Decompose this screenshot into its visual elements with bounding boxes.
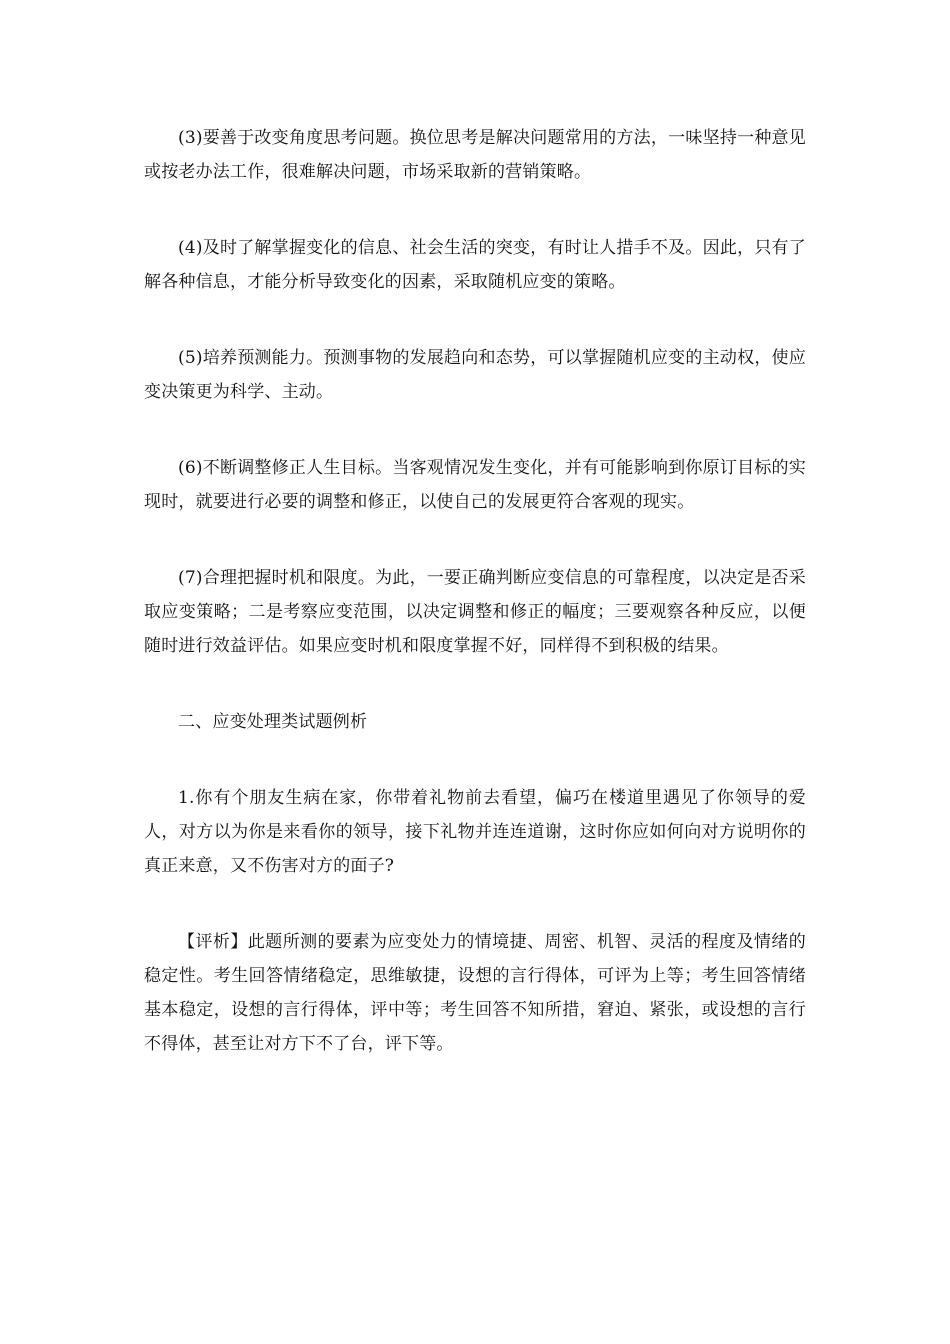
paragraph-point-5: (5)培养预测能力。预测事物的发展趋向和态势，可以掌握随机应变的主动权，使应变决策更为科学、主动。: [144, 348, 806, 402]
paragraph-point-4: (4)及时了解掌握变化的信息、社会生活的突变，有时让人措手不及。因此，只有了解各种信息，才能分析导致变化的因素，采取随机应变的策略。: [144, 238, 806, 292]
paragraph-point-7: (7)合理把握时机和限度。为此，一要正确判断应变信息的可靠程度，以决定是否采取应变策略；二是考察应变范围，以决定调整和修正的幅度；三要观察各种反应，以便随时进行效益评估。如果应变时机和限度掌握不好，同样得不到积极的结果。: [144, 568, 806, 656]
analysis-paragraph: 【评析】此题所测的要素为应变处力的情境捷、周密、机智、灵活的程度及情绪的稳定性。考生回答情绪稳定，思维敏捷，设想的言行得体，可评为上等；考生回答情绪基本稳定，设想的言行得体，评中等；考生回答不知所措，窘迫、紧张，或设想的言行不得体，甚至让对方下不了台，评下等。: [144, 932, 806, 1054]
paragraph-point-3: (3)要善于改变角度思考问题。换位思考是解决问题常用的方法，一味坚持一种意见或按老办法工作，很难解决问题，市场采取新的营销策略。: [144, 128, 806, 182]
section-heading: 二、应变处理类试题例析: [178, 712, 368, 732]
paragraph-point-6: (6)不断调整修正人生目标。当客观情况发生变化，并有可能影响到你原订目标的实现时，就要进行必要的调整和修正，以使自己的发展更符合客观的现实。: [144, 458, 806, 512]
question-1: 1.你有个朋友生病在家，你带着礼物前去看望，偏巧在楼道里遇见了你领导的爱人，对方以为你是来看你的领导，接下礼物并连连道谢，这时你应如何向对方说明你的真正来意，又不伤害对方的面子?: [144, 788, 806, 876]
document-body: [144, 121, 806, 1061]
